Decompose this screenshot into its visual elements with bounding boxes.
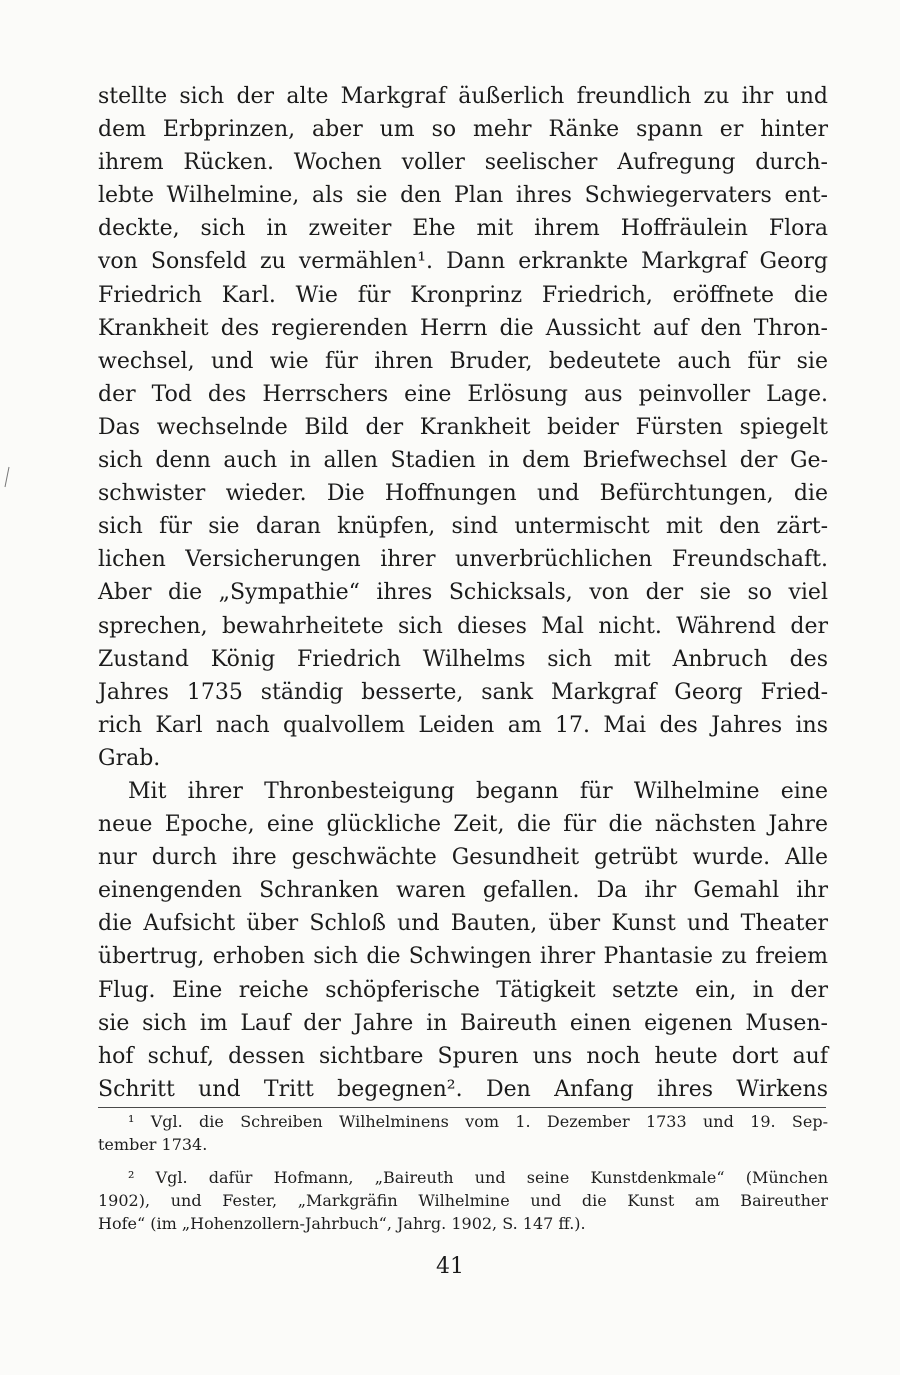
- body-line: lebte Wilhelmine, als sie den Plan ihres Schwiegervaters ent-: [98, 183, 828, 209]
- footnote-line: tember 1734.: [98, 1135, 208, 1154]
- body-line: wechsel, und wie für ihren Bruder, bedeutete auch für sie: [98, 348, 828, 374]
- body-line: neue Epoche, eine glückliche Zeit, die für die nächsten Jahre: [98, 812, 828, 838]
- footnote-line: ² Vgl. dafür Hofmann, „Baireuth und seine Kunstdenkmale“ (München: [128, 1168, 828, 1187]
- footnotes: [98, 1110, 828, 1235]
- body-line: von Sonsfeld zu vermählen¹. Dann erkrankte Markgraf Georg: [98, 249, 828, 275]
- body-line: schwister wieder. Die Hoffnungen und Befürchtungen, die: [98, 481, 828, 507]
- body-line: einengenden Schranken waren gefallen. Da ihr Gemahl ihr: [98, 878, 828, 904]
- body-line: Flug. Eine reiche schöpferische Tätigkeit setzte ein, in der: [98, 977, 828, 1003]
- body-line: nur durch ihre geschwächte Gesundheit getrübt wurde. Alle: [98, 845, 828, 871]
- body-line: die Aufsicht über Schloß und Bauten, über Kunst und Theater: [98, 911, 828, 937]
- margin-pencil-mark: [4, 466, 10, 488]
- body-line: Grab.: [98, 745, 161, 771]
- body-line: lichen Versicherungen ihrer unverbrüchlichen Freundschaft.: [98, 547, 828, 573]
- footnote-line: 1902), und Fester, „Markgräfin Wilhelmine und die Kunst am Baireuther: [98, 1191, 828, 1210]
- body-line: übertrug, erhoben sich die Schwingen ihrer Phantasie zu freiem: [98, 944, 828, 970]
- footnote-separator: [98, 1107, 826, 1108]
- body-line: stellte sich der alte Markgraf äußerlich freundlich zu ihr und: [98, 84, 828, 109]
- body-line: ihrem Rücken. Wochen voller seelischer Aufregung durch-: [98, 150, 828, 176]
- body-line: Friedrich Karl. Wie für Kronprinz Friedrich, eröffnete die: [98, 282, 828, 308]
- body-line: Jahres 1735 ständig besserte, sank Markgraf Georg Fried-: [98, 679, 828, 705]
- body-text: [98, 80, 828, 1106]
- body-line: sich für sie daran knüpfen, sind untermischt mit den zärt-: [98, 514, 828, 540]
- body-line: Schritt und Tritt begegnen². Den Anfang ihres Wirkens: [98, 1076, 828, 1102]
- body-line: sie sich im Lauf der Jahre in Baireuth einen eigenen Musen-: [98, 1010, 828, 1036]
- body-line: deckte, sich in zweiter Ehe mit ihrem Hoffräulein Flora: [98, 216, 828, 242]
- body-line: Zustand König Friedrich Wilhelms sich mit Anbruch des: [98, 646, 828, 672]
- body-line: sich denn auch in allen Stadien in dem Briefwechsel der Ge-: [98, 448, 828, 474]
- page-number: 41: [436, 1254, 464, 1279]
- body-line: dem Erbprinzen, aber um so mehr Ränke spann er hinter: [98, 117, 828, 143]
- footnote-line: ¹ Vgl. die Schreiben Wilhelminens vom 1. Dezember 1733 und 19. Sep-: [128, 1112, 828, 1131]
- paragraph-start-line: Mit ihrer Thronbesteigung begann für Wilhelmine eine: [128, 778, 828, 804]
- footnote-line: Hofe“ (im „Hohenzollern-Jahrbuch“, Jahrg. 1902, S. 147 ff.).: [98, 1214, 586, 1233]
- body-line: Aber die „Sympathie“ ihres Schicksals, von der sie so viel: [98, 580, 828, 606]
- body-line: Das wechselnde Bild der Krankheit beider Fürsten spiegelt: [98, 414, 828, 440]
- body-line: der Tod des Herrschers eine Erlösung aus peinvoller Lage.: [98, 381, 828, 407]
- body-line: hof schuf, dessen sichtbare Spuren uns noch heute dort auf: [98, 1043, 828, 1069]
- body-line: rich Karl nach qualvollem Leiden am 17. Mai des Jahres ins: [98, 712, 828, 738]
- body-line: Krankheit des regierenden Herrn die Aussicht auf den Thron-: [98, 315, 828, 341]
- body-line: sprechen, bewahrheitete sich dieses Mal nicht. Während der: [98, 613, 828, 639]
